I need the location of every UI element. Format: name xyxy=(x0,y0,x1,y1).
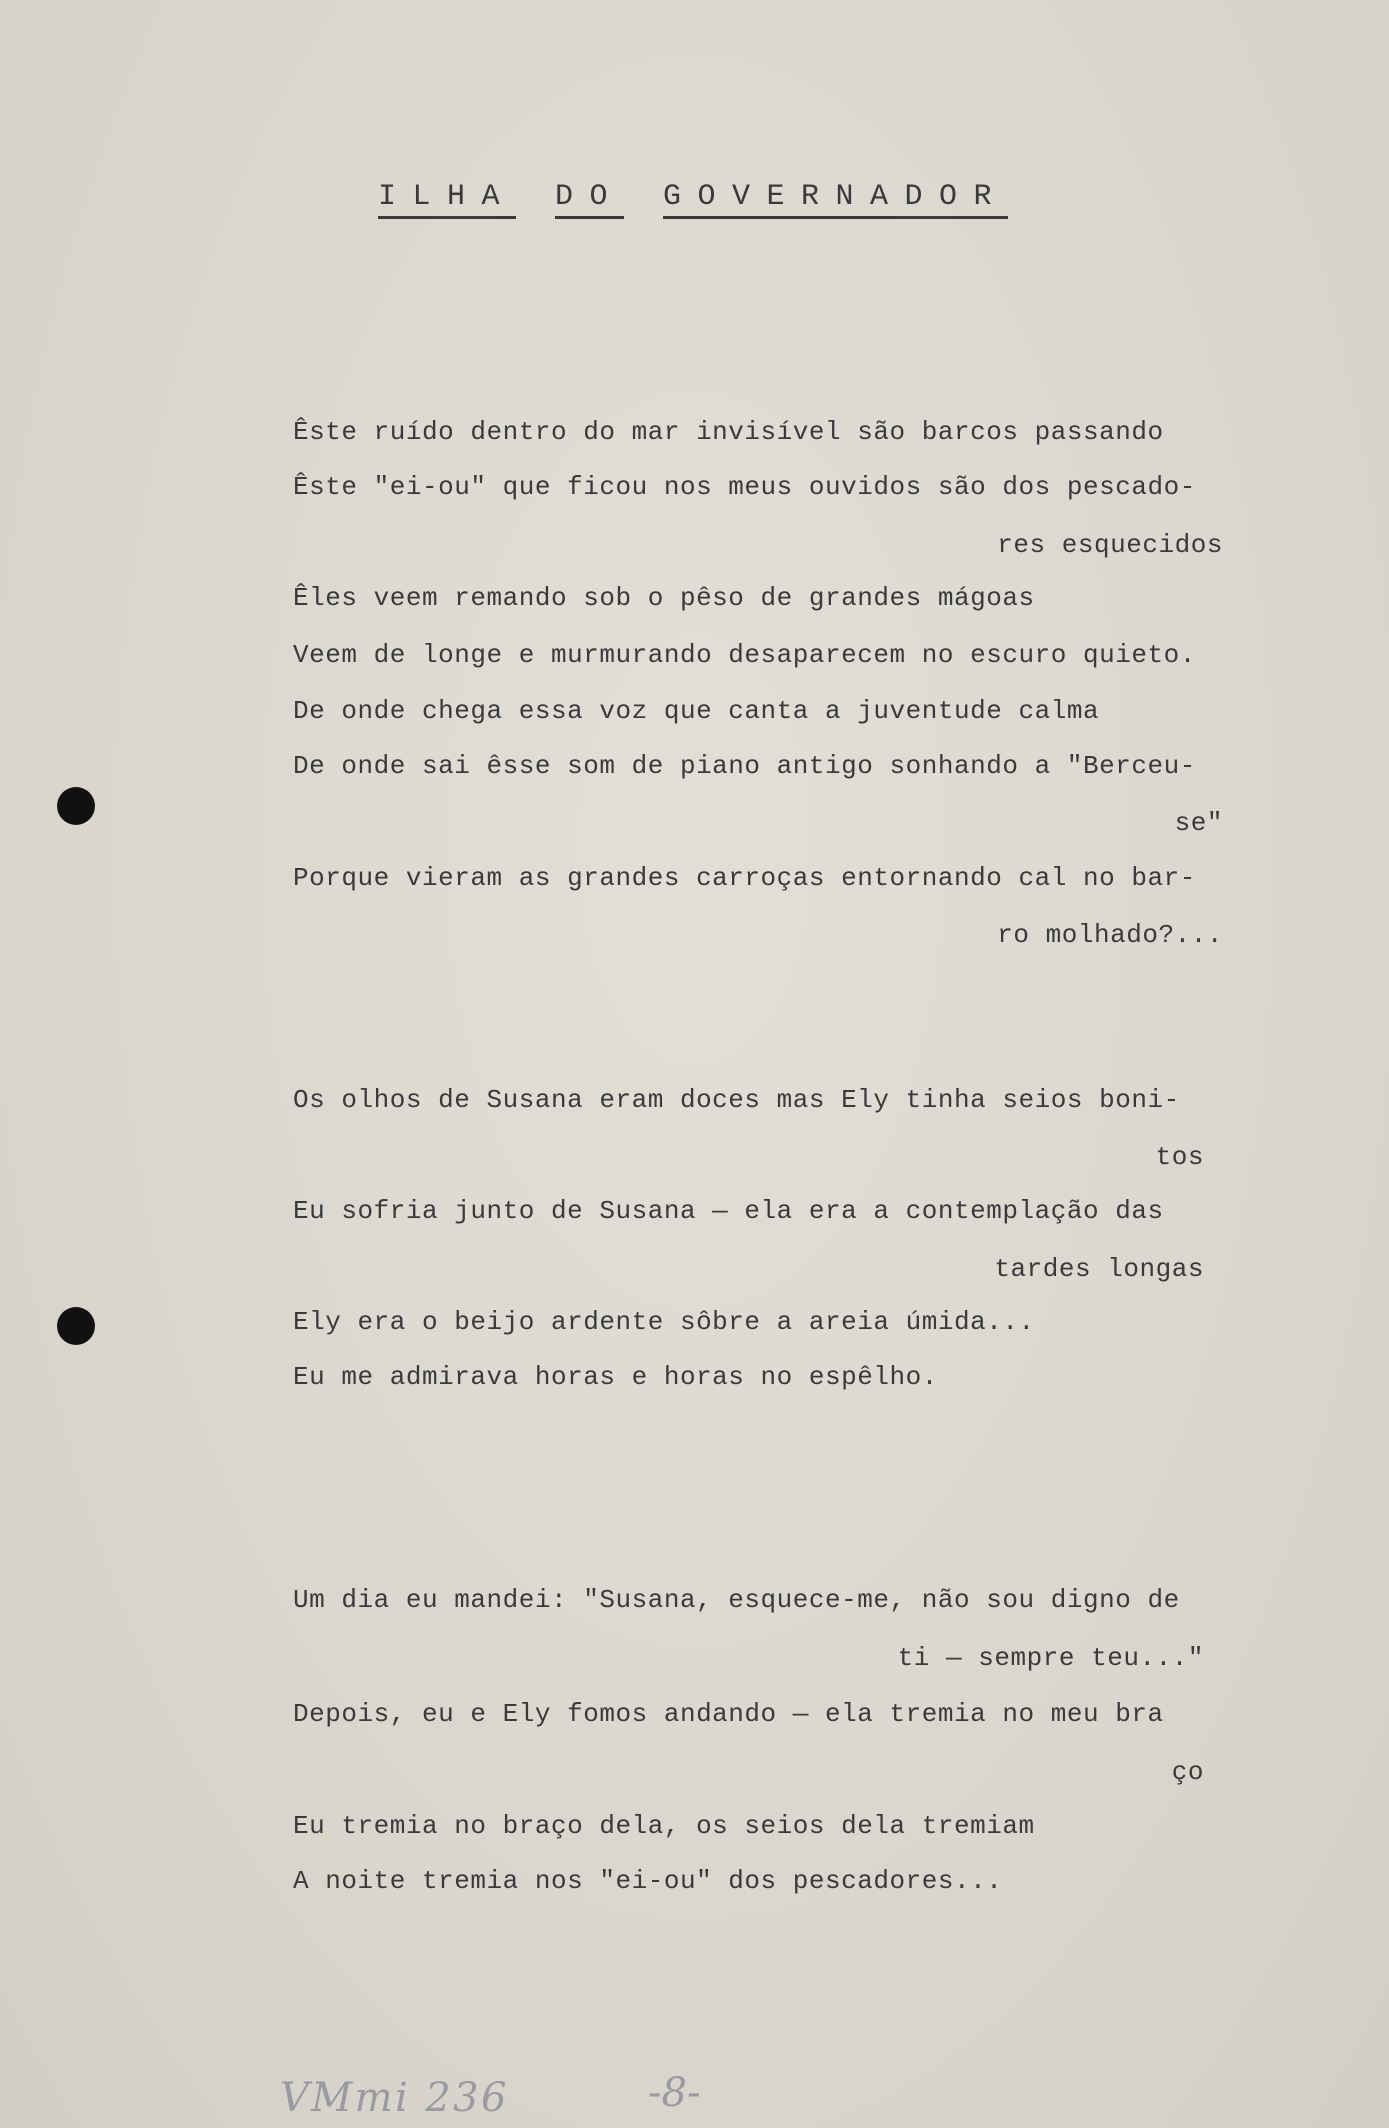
poem-line: Depois, eu e Ely fomos andando — ela tremia no meu bra xyxy=(293,1699,1164,1729)
title-word: GOVERNADOR xyxy=(663,180,1008,219)
poem-line-continuation: res esquecidos xyxy=(997,530,1223,560)
poem-line: De onde chega essa voz que canta a juventude calma xyxy=(293,696,1100,726)
poem-line: Eu me admirava horas e horas no espêlho. xyxy=(293,1362,938,1392)
poem-line-continuation: se" xyxy=(1174,808,1223,838)
poem-line: Porque vieram as grandes carroças entornando cal no bar- xyxy=(293,863,1196,893)
poem-line: Um dia eu mandei: "Susana, esquece-me, não sou digno de xyxy=(293,1585,1180,1615)
archive-mark: VMmi 236 xyxy=(280,2075,509,2121)
poem-line-continuation: ro molhado?... xyxy=(997,920,1223,950)
poem-line-continuation: ti — sempre teu..." xyxy=(897,1643,1204,1673)
poem-line: De onde sai êsse som de piano antigo sonhando a "Berceu- xyxy=(293,751,1196,781)
poem-title xyxy=(378,180,1047,219)
poem-line: Eu tremia no braço dela, os seios dela tremiam xyxy=(293,1811,1035,1841)
poem-line: Êste ruído dentro do mar invisível são barcos passando xyxy=(293,417,1164,447)
poem-line: Êste "ei-ou" que ficou nos meus ouvidos são dos pescado- xyxy=(293,472,1196,502)
title-word: ILHA xyxy=(378,180,516,219)
punch-hole xyxy=(57,1307,95,1345)
poem-line-continuation: tardes longas xyxy=(994,1254,1204,1284)
punch-hole xyxy=(57,787,95,825)
poem-line-continuation: ço xyxy=(1171,1757,1204,1787)
poem-line: Eu sofria junto de Susana — ela era a contemplação das xyxy=(293,1196,1164,1226)
poem-line: Êles veem remando sob o pêso de grandes mágoas xyxy=(293,583,1035,613)
poem-line-continuation: tos xyxy=(1155,1142,1204,1172)
title-word: DO xyxy=(555,180,624,219)
poem-line: Veem de longe e murmurando desaparecem no escuro quieto. xyxy=(293,640,1196,670)
poem-line: Ely era o beijo ardente sôbre a areia úmida... xyxy=(293,1307,1035,1337)
poem-line: Os olhos de Susana eram doces mas Ely tinha seios boni- xyxy=(293,1085,1180,1115)
poem-line: A noite tremia nos "ei-ou" dos pescadores... xyxy=(293,1866,1003,1896)
page-number: -8- xyxy=(648,2070,701,2116)
